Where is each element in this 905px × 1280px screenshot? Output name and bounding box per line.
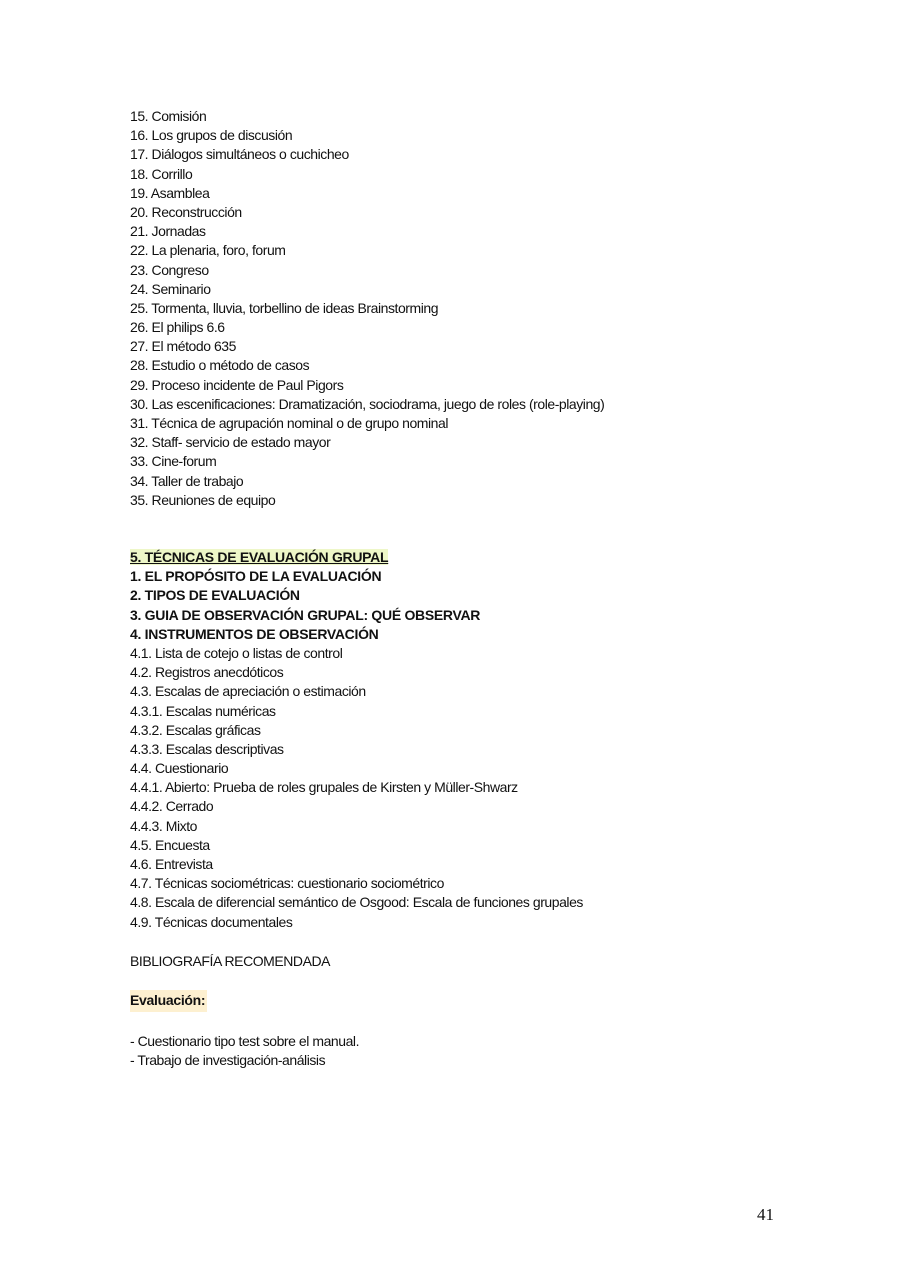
- list-item: - Cuestionario tipo test sobre el manual.: [130, 1033, 360, 1049]
- list-item: 20. Reconstrucción: [130, 203, 242, 220]
- list-item: 17. Diálogos simultáneos o cuchicheo: [130, 146, 349, 163]
- list-item: 1. EL PROPÓSITO DE LA EVALUACIÓN: [130, 568, 382, 585]
- list-item: 3. GUIA DE OBSERVACIÓN GRUPAL: QUÉ OBSERVAR: [130, 606, 481, 623]
- list-item: 29. Proceso incidente de Paul Pigors: [130, 376, 344, 393]
- list-item: 4.5. Encuesta: [130, 836, 210, 853]
- list-item: 4.7. Técnicas sociométricas: cuestionario sociométrico: [130, 875, 444, 892]
- bibliography-heading: BIBLIOGRAFÍA RECOMENDADA: [130, 953, 331, 969]
- list-item: 2. TIPOS DE EVALUACIÓN: [130, 587, 300, 604]
- list-item: 26. El philips 6.6: [130, 319, 225, 336]
- list-item: 32. Staff- servicio de estado mayor: [130, 434, 331, 451]
- list-item: 24. Seminario: [130, 280, 211, 297]
- list-item: 21. Jornadas: [130, 223, 206, 240]
- section-5: [130, 548, 583, 932]
- list-item: 4.3.2. Escalas gráficas: [130, 721, 261, 738]
- list-item: 30. Las escenificaciones: Dramatización, sociodrama, juego de roles (role-playing): [130, 395, 605, 412]
- list-item: 4.2. Registros anecdóticos: [130, 664, 284, 681]
- list-item: 4.3. Escalas de apreciación o estimación: [130, 683, 366, 700]
- list-item: 25. Tormenta, lluvia, torbellino de ideas Brainstorming: [130, 299, 439, 316]
- list-item: 4.4.1. Abierto: Prueba de roles grupales de Kirsten y Müller-Shwarz: [130, 779, 518, 796]
- list-item: 15. Comisión: [130, 108, 207, 124]
- techniques-list: [130, 107, 604, 510]
- list-item: 4.4.2. Cerrado: [130, 798, 214, 815]
- list-item: 34. Taller de trabajo: [130, 472, 244, 489]
- list-item: 4.4.3. Mixto: [130, 817, 197, 834]
- evaluation-list: [130, 1032, 359, 1070]
- list-item: 28. Estudio o método de casos: [130, 357, 310, 374]
- list-item: 4.3.1. Escalas numéricas: [130, 702, 276, 719]
- list-item: 4.6. Entrevista: [130, 856, 213, 872]
- list-item: - Trabajo de investigación-análisis: [130, 1052, 326, 1069]
- list-item: 31. Técnica de agrupación nominal o de grupo nominal: [130, 415, 449, 431]
- list-item: 4.4. Cuestionario: [130, 760, 229, 777]
- page-number: 41: [757, 1205, 774, 1224]
- list-item: 4. INSTRUMENTOS DE OBSERVACIÓN: [130, 625, 379, 642]
- evaluation-heading: Evaluación:: [130, 991, 207, 1010]
- list-item: 22. La plenaria, foro, forum: [130, 242, 286, 259]
- list-item: 35. Reuniones de equipo: [130, 491, 276, 508]
- list-item: 33. Cine-forum: [130, 453, 217, 470]
- list-item: 4.3.3. Escalas descriptivas: [130, 740, 284, 757]
- section-title: 5. TÉCNICAS DE EVALUACIÓN GRUPAL: [130, 549, 389, 565]
- list-item: 4.8. Escala de diferencial semántico de Osgood: Escala de funciones grupales: [130, 894, 583, 911]
- list-item: 19. Asamblea: [130, 184, 210, 201]
- list-item: 23. Congreso: [130, 261, 209, 278]
- list-item: 27. El método 635: [130, 338, 236, 355]
- list-item: 4.1. Lista de cotejo o listas de control: [130, 644, 343, 661]
- list-item: 18. Corrillo: [130, 165, 193, 182]
- list-item: 16. Los grupos de discusión: [130, 127, 293, 144]
- list-item: 4.9. Técnicas documentales: [130, 913, 293, 930]
